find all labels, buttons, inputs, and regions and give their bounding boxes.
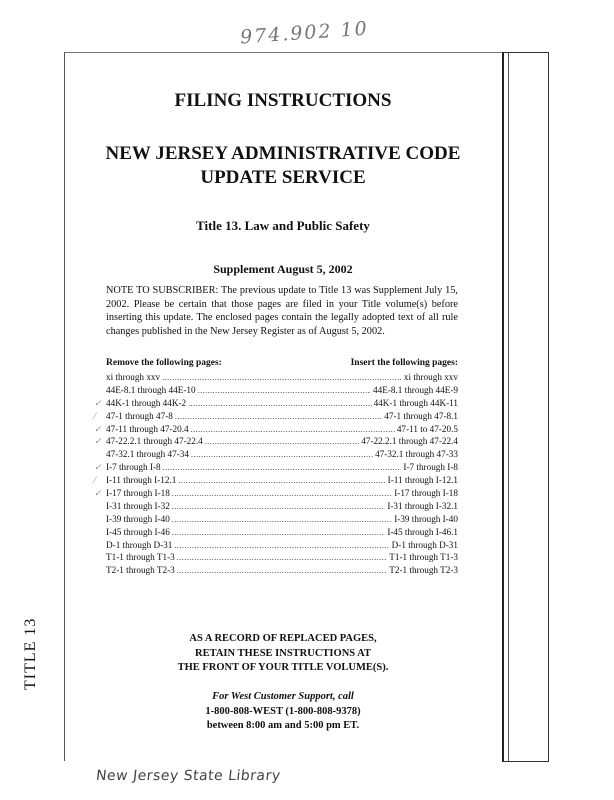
list-item: 44K-1 through 44K-2 ..... 44K-1 through 44K-11 [106, 397, 458, 410]
record-notice-line3: THE FRONT OF YOUR TITLE VOLUME(S). [177, 662, 389, 673]
remove-column-header: Remove the following pages: [106, 358, 222, 368]
check-mark: ✓ [94, 462, 102, 473]
code-heading-line2: UPDATE SERVICE [200, 167, 366, 188]
list-item: D-1 through D-31 ..... D-1 through D-31 [106, 539, 458, 552]
list-item: xi through xxv ..... xi through xxv [106, 371, 458, 384]
list-item: 44E-8.1 through 44E-10 ..... 44E-8.1 through 44E-9 [106, 384, 458, 397]
list-item: 47-11 through 47-20.4 ..... 47-11 to 47-20.5 [106, 423, 458, 436]
list-item: I-17 through I-18 ..... I-17 through I-18 [106, 487, 458, 500]
list-item: 47-1 through 47-8 ..... 47-1 through 47-8.1 [106, 410, 458, 423]
insert-column-header: Insert the following pages: [350, 358, 458, 368]
title-tab [502, 52, 549, 762]
library-stamp: New Jersey State Library [95, 768, 282, 784]
check-mark: ✓ [94, 436, 102, 447]
list-item: I-11 through I-12.1 ..... I-11 through I-12.1 [106, 474, 458, 487]
code-heading-line1: NEW JERSEY ADMINISTRATIVE CODE [105, 143, 461, 164]
support-phone: 1-800-808-WEST (1-800-808-9378) [205, 705, 361, 717]
list-item: 47-22.2.1 through 47-22.4 ..... 47-22.2.1 through 47-22.4 [106, 435, 458, 448]
filing-instructions-heading: FILING INSTRUCTIONS [174, 90, 392, 111]
list-item: I-7 through I-8 ..... I-7 through I-8 [106, 461, 458, 474]
check-mark: ✓ [94, 488, 102, 499]
handwritten-call-number: 974.902 10 [239, 17, 370, 49]
list-item: I-31 through I-32 ..... I-31 through I-32.1 [106, 500, 458, 513]
list-item: T2-1 through T2-3 ..... T2-1 through T2-3 [106, 564, 458, 577]
list-item: 47-32.1 through 47-34 ..... 47-32.1 through 47-33 [106, 448, 458, 461]
supplement-date: Supplement August 5, 2002 [213, 262, 353, 276]
column-headers [106, 358, 458, 368]
list-item: I-39 through I-40 ..... I-39 through I-40 [106, 513, 458, 526]
list-item: I-45 through I-46 ..... I-45 through I-46.1 [106, 526, 458, 539]
code-heading [64, 142, 502, 190]
tab-label: TITLE 13 [22, 617, 39, 690]
page-list [106, 371, 458, 577]
record-notice [64, 632, 502, 676]
record-notice-line2: RETAIN THESE INSTRUCTIONS AT [195, 647, 371, 659]
customer-support [64, 690, 502, 734]
check-mark: ⁄ [94, 475, 96, 486]
list-item: T1-1 through T1-3 ..... T1-1 through T1-3 [106, 551, 458, 564]
check-mark: ⁄ [94, 410, 96, 421]
support-line1: For West Customer Support, call [212, 691, 354, 702]
record-notice-line1: AS A RECORD OF REPLACED PAGES, [189, 633, 377, 644]
check-mark: ✓ [94, 423, 102, 434]
note-to-subscriber: NOTE TO SUBSCRIBER: The previous update to Title 13 was Supplement July 15, 2002. Please be certain that those pages are filed in your Title volume(s) before inserting this update. The enclosed pages contain the legally adopted text of all rule changes published in the New Jersey Register as of August 5, 2002. [106, 285, 458, 337]
support-hours: between 8:00 am and 5:00 pm ET. [206, 720, 360, 731]
title-heading: Title 13. Law and Public Safety [196, 218, 370, 233]
check-mark: ✓ [94, 397, 102, 408]
tab-divider-line [508, 53, 509, 761]
